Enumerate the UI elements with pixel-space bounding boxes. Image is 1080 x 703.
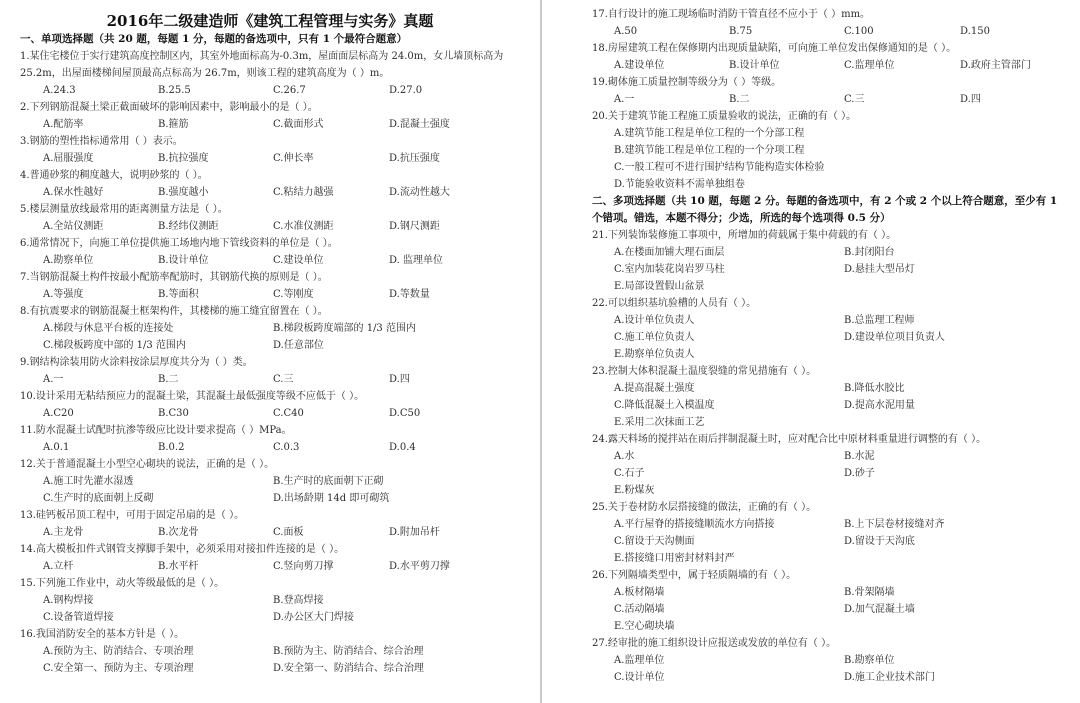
option-a: A.50 [614, 26, 638, 37]
options-row [542, 312, 1080, 329]
option-d: D.附加吊杆 [389, 527, 440, 538]
question-text: 1.某住宅楼位于实行建筑高度控制区内，其室外地面标高为-0.3m，屋面面层标高为 24.0m，女儿墙顶标高为 [20, 51, 504, 62]
options-row [542, 91, 1080, 108]
option-c: C.0.3 [273, 442, 300, 453]
question-15 [0, 575, 540, 626]
question-9 [0, 354, 540, 388]
options-row [0, 609, 540, 626]
question-text: 2.下列钢筋混凝土梁正截面破坏的影响因素中，影响最小的是（ ）。 [20, 102, 318, 113]
option-c: C.室内加装花岗岩罗马柱 [614, 264, 725, 275]
question-text: 24.露天料场的搅拌站在雨后拌制混凝土时，应对配合比中原材料重量进行调整的有（ ）。 [592, 434, 987, 445]
question-21 [542, 227, 1080, 295]
options-row [0, 558, 540, 575]
option-a: A.24.3 [43, 85, 76, 96]
question-text-cont: 25.2m，出屋面楼梯间屋顶最高点标高为 26.7m，则该工程的建筑高度为（ ）m。 [20, 68, 390, 79]
option-b: B.二 [158, 374, 179, 385]
option-c: C.竖向剪刀撑 [273, 561, 334, 572]
options-row [0, 286, 540, 303]
options-row [0, 643, 540, 660]
option-c: C.监理单位 [844, 60, 895, 71]
option-a: A.保水性越好 [43, 187, 104, 198]
question-text: 23.控制大体积混凝土温度裂缝的常见措施有（ ）。 [592, 366, 817, 377]
option-c: C.施工单位负责人 [614, 332, 695, 343]
option-c: C.设备管道焊接 [43, 612, 114, 623]
options-row [542, 448, 1080, 465]
option-d: D.任意部位 [273, 340, 324, 351]
question-text: 15.下列施工作业中，动火等级最低的是（ ）。 [20, 578, 225, 589]
options-row [0, 150, 540, 167]
option-c: C.石子 [614, 468, 645, 479]
option-d: D.水平剪刀撑 [389, 561, 450, 572]
options-row [0, 660, 540, 677]
option-d: D.办公区大门焊接 [273, 612, 354, 623]
option-c: C.三 [844, 94, 865, 105]
question-text: 9.钢结构涂装用防火涂料按涂层厚度共分为（ ）类。 [20, 357, 253, 368]
question-text: 6.通常情况下，向施工单位提供施工场地内地下管线资料的单位是（ ）。 [20, 238, 338, 249]
options-row [542, 465, 1080, 482]
options-row [0, 218, 540, 235]
option-a: A.一 [43, 374, 64, 385]
question-text: 14.高大模板扣件式钢管支撑脚手架中，必须采用对接扣件连接的是（ ）。 [20, 544, 345, 555]
question-text: 16.我国消防安全的基本方针是（ ）。 [20, 629, 185, 640]
option-c: C.三 [273, 374, 294, 385]
option-a: A.建筑节能工程是单位工程的一个分部工程 [614, 128, 805, 139]
option-d: D.留设于天沟底 [844, 536, 915, 547]
options-row [542, 380, 1080, 397]
option-b: B.设计单位 [729, 60, 780, 71]
question-text: 10.设计采用无粘结预应力的混凝土梁，其混凝土最低强度等级不应低于（ ）。 [20, 391, 365, 402]
option-b: B.25.5 [158, 85, 191, 96]
question-27 [542, 635, 1080, 686]
option-d: D.C50 [389, 408, 421, 419]
options-row [542, 159, 1080, 176]
option-a: A.等强度 [43, 289, 84, 300]
option-a: A.建设单位 [614, 60, 665, 71]
question-text: 21.下列装饰装修施工事项中，所增加的荷载属于集中荷载的有（ ）。 [592, 230, 897, 241]
option-b: B.水平杆 [158, 561, 199, 572]
option-c: C.一般工程可不进行围护结构节能构造实体检验 [614, 162, 825, 173]
option-a: A.钢构焊接 [43, 595, 94, 606]
option-e: E.搭接缝口用密封材料封严 [614, 553, 735, 564]
question-2 [0, 99, 540, 133]
option-a: A.在楼面加铺大理石面层 [614, 247, 725, 258]
option-d: D.节能验收资料不需单独组卷 [614, 179, 745, 190]
option-b: B.二 [729, 94, 750, 105]
question-text: 22.可以组织基坑验槽的人员有（ ）。 [592, 298, 757, 309]
question-text: 18.房屋建筑工程在保修期内出现质量缺陷，可向施工单位发出保修通知的是（ ）。 [592, 43, 957, 54]
question-17 [542, 6, 1080, 40]
question-text: 26.下列隔墙类型中，属于轻质隔墙的有（ ）。 [592, 570, 797, 581]
question-text: 27.经审批的施工组织设计应报送或发放的单位有（ ）。 [592, 638, 837, 649]
option-c: C.梯段板跨度中部的 1/3 范围内 [43, 340, 186, 351]
option-b: B.0.2 [158, 442, 185, 453]
option-c: C.等刚度 [273, 289, 314, 300]
question-text: 3.钢筋的塑性指标通常用（ ）表示。 [20, 136, 183, 147]
options-row [0, 524, 540, 541]
question-24 [542, 431, 1080, 499]
option-b: B.箍筋 [158, 119, 189, 130]
option-d: D.悬挂大型吊灯 [844, 264, 915, 275]
options-row [542, 618, 1080, 635]
options-row [542, 533, 1080, 550]
option-a: A.C20 [43, 408, 74, 419]
option-e: E.空心砌块墙 [614, 621, 675, 632]
option-c: C.降低混凝土入模温度 [614, 400, 715, 411]
options-row [542, 482, 1080, 499]
options-row [542, 176, 1080, 193]
option-b: B.降低水胶比 [844, 383, 905, 394]
option-a: A.板材隔墙 [614, 587, 665, 598]
option-a: A.配筋率 [43, 119, 84, 130]
question-text: 11.防水混凝土试配时抗渗等级应比设计要求提高（ ）MPa。 [20, 425, 292, 436]
options-row [542, 397, 1080, 414]
option-b: B.登高焊接 [273, 595, 324, 606]
option-b: B.水泥 [844, 451, 875, 462]
question-23 [542, 363, 1080, 431]
option-a: A.监理单位 [614, 655, 665, 666]
option-c: C.设计单位 [614, 672, 665, 683]
option-a: A.全站仪测距 [43, 221, 104, 232]
option-c: C.26.7 [273, 85, 306, 96]
options-row [542, 142, 1080, 159]
question-12 [0, 456, 540, 507]
option-e: E.勘察单位负责人 [614, 349, 695, 360]
option-b: B.上下层卷材接缝对齐 [844, 519, 945, 530]
option-d: D.27.0 [389, 85, 423, 96]
option-d: D.150 [960, 26, 990, 37]
options-row [542, 584, 1080, 601]
option-d: D.政府主管部门 [960, 60, 1031, 71]
question-25 [542, 499, 1080, 567]
option-b: B.预防为主、防消结合、综合治理 [273, 646, 424, 657]
options-row [542, 125, 1080, 142]
option-b: B.75 [729, 26, 753, 37]
option-b: B.生产时的底面朝下正砌 [273, 476, 384, 487]
options-row [542, 414, 1080, 431]
options-row [542, 23, 1080, 40]
option-a: A.水 [614, 451, 635, 462]
question-3 [0, 133, 540, 167]
option-d: D.安全第一、防消结合、综合治理 [273, 663, 424, 674]
question-19 [542, 74, 1080, 108]
question-1 [0, 48, 540, 99]
option-d: D.施工企业技术部门 [844, 672, 935, 683]
option-e: E.粉煤灰 [614, 485, 655, 496]
option-e: E.局部设置假山盆景 [614, 281, 705, 292]
option-b: B.强度越小 [158, 187, 209, 198]
option-c: C.伸长率 [273, 153, 314, 164]
option-d: D.砂子 [844, 468, 875, 479]
options-row [0, 473, 540, 490]
option-d: D.钢尺测距 [389, 221, 440, 232]
option-c: C.面板 [273, 527, 304, 538]
question-text: 25.关于卷材防水层搭接缝的做法，正确的有（ ）。 [592, 502, 817, 513]
option-b: B.建筑节能工程是单位工程的一个分项工程 [614, 145, 805, 156]
question-text: 17.自行设计的施工现场临时消防干管直径不应小于（ ）mm。 [592, 9, 871, 20]
options-row [542, 244, 1080, 261]
option-d: D.四 [389, 374, 410, 385]
question-text: 7.当钢筋混凝土构件按最小配筋率配筋时，其钢筋代换的原则是（ ）。 [20, 272, 328, 283]
option-d: D.流动性越大 [389, 187, 450, 198]
question-20 [542, 108, 1080, 193]
question-text: 4.普通砂浆的稠度越大，说明砂浆的（ ）。 [20, 170, 208, 181]
options-row [0, 490, 540, 507]
option-b: B.抗拉强度 [158, 153, 209, 164]
option-d: D.等数量 [389, 289, 430, 300]
question-26 [542, 567, 1080, 635]
question-16 [0, 626, 540, 677]
question-11 [0, 422, 540, 456]
question-text: 8.有抗震要求的钢筋混凝土框架构件，其楼梯的施工缝宜留置在（ ）。 [20, 306, 328, 317]
option-c: C.100 [844, 26, 874, 37]
section-heading-multiple-choice: 二、多项选择题（共 10 题，每题 2 分。每题的备选项中，有 2 个或 2 个以上符合题意，至少有 1 个错项。错选，本题不得分；少选，所选的每个选项得 0.5 分） [592, 195, 1058, 224]
question-text: 20.关于建筑节能工程施工质量验收的说法，正确的有（ ）。 [592, 111, 857, 122]
option-d: D.抗压强度 [389, 153, 440, 164]
option-a: A.梯段与休息平台板的连接处 [43, 323, 174, 334]
options-row [542, 652, 1080, 669]
question-text: 12.关于普通混凝土小型空心砌块的说法，正确的是（ ）。 [20, 459, 275, 470]
question-14 [0, 541, 540, 575]
option-b: B.封闭阳台 [844, 247, 895, 258]
option-d: D.加气混凝土墙 [844, 604, 915, 615]
options-row [542, 261, 1080, 278]
question-22 [542, 295, 1080, 363]
options-row [542, 601, 1080, 618]
option-a: A.平行屋脊的搭接缝顺流水方向搭接 [614, 519, 775, 530]
option-b: B.等面积 [158, 289, 199, 300]
section-heading-single-choice: 一、单项选择题（共 20 题，每题 1 分，每题的备选项中，只有 1 个最符合题意） [20, 33, 408, 45]
option-c: C.水准仪测距 [273, 221, 334, 232]
option-b: B.骨架隔墙 [844, 587, 895, 598]
options-row [0, 405, 540, 422]
options-row [542, 550, 1080, 567]
option-d: D. 监理单位 [389, 255, 444, 266]
option-a: A.0.1 [43, 442, 70, 453]
question-text: 13.硅钙板吊顶工程中，可用于固定吊扇的是（ ）。 [20, 510, 245, 521]
question-13 [0, 507, 540, 541]
options-row [542, 346, 1080, 363]
question-6 [0, 235, 540, 269]
exam-page-right [542, 0, 1080, 703]
option-a: A.预防为主、防消结合、专项治理 [43, 646, 194, 657]
question-text: 5.楼层测量放线最常用的距离测量方法是（ ）。 [20, 204, 228, 215]
option-d: D.混凝土强度 [389, 119, 450, 130]
option-b: B.梯段板跨度端部的 1/3 范围内 [273, 323, 416, 334]
option-a: A.提高混凝土强度 [614, 383, 695, 394]
options-row [0, 337, 540, 354]
option-a: A.主龙骨 [43, 527, 84, 538]
question-7 [0, 269, 540, 303]
option-d: D.出场龄期 14d 即可砌筑 [273, 493, 390, 504]
option-c: C.留设于天沟侧面 [614, 536, 695, 547]
question-8 [0, 303, 540, 354]
option-c: C.粘结力越强 [273, 187, 334, 198]
option-c: C.生产时的底面朝上反砌 [43, 493, 154, 504]
option-c: C.C40 [273, 408, 304, 419]
option-b: B.次龙骨 [158, 527, 199, 538]
options-row [542, 329, 1080, 346]
options-row [542, 57, 1080, 74]
question-5 [0, 201, 540, 235]
question-4 [0, 167, 540, 201]
options-row [0, 320, 540, 337]
options-row [542, 516, 1080, 533]
option-a: A.屈服强度 [43, 153, 94, 164]
option-c: C.安全第一、预防为主、专项治理 [43, 663, 194, 674]
question-18 [542, 40, 1080, 74]
options-row [0, 184, 540, 201]
option-b: B.C30 [158, 408, 189, 419]
option-a: A.勘察单位 [43, 255, 94, 266]
options-row [0, 116, 540, 133]
option-b: B.总监理工程师 [844, 315, 915, 326]
option-e: E.采用二次抹面工艺 [614, 417, 705, 428]
option-c: C.活动隔墙 [614, 604, 665, 615]
options-row [0, 82, 540, 99]
question-10 [0, 388, 540, 422]
option-a: A.设计单位负责人 [614, 315, 695, 326]
options-row [0, 252, 540, 269]
option-b: B.勘察单位 [844, 655, 895, 666]
option-c: C.建设单位 [273, 255, 324, 266]
option-a: A.一 [614, 94, 635, 105]
option-d: D.建设单位项目负责人 [844, 332, 945, 343]
option-d: D.提高水泥用量 [844, 400, 915, 411]
option-b: B.经纬仪测距 [158, 221, 219, 232]
question-text: 19.砌体施工质量控制等级分为（ ）等级。 [592, 77, 782, 88]
option-b: B.设计单位 [158, 255, 209, 266]
option-c: C.截面形式 [273, 119, 324, 130]
document-title: 2016年二级建造师《建筑工程管理与实务》真题 [106, 12, 434, 30]
option-a: A.施工时先灌水湿透 [43, 476, 134, 487]
options-row [0, 439, 540, 456]
option-d: D.四 [960, 94, 981, 105]
option-a: A.立杆 [43, 561, 74, 572]
options-row [0, 371, 540, 388]
options-row [542, 669, 1080, 686]
options-row [542, 278, 1080, 295]
options-row [0, 592, 540, 609]
option-d: D.0.4 [389, 442, 416, 453]
